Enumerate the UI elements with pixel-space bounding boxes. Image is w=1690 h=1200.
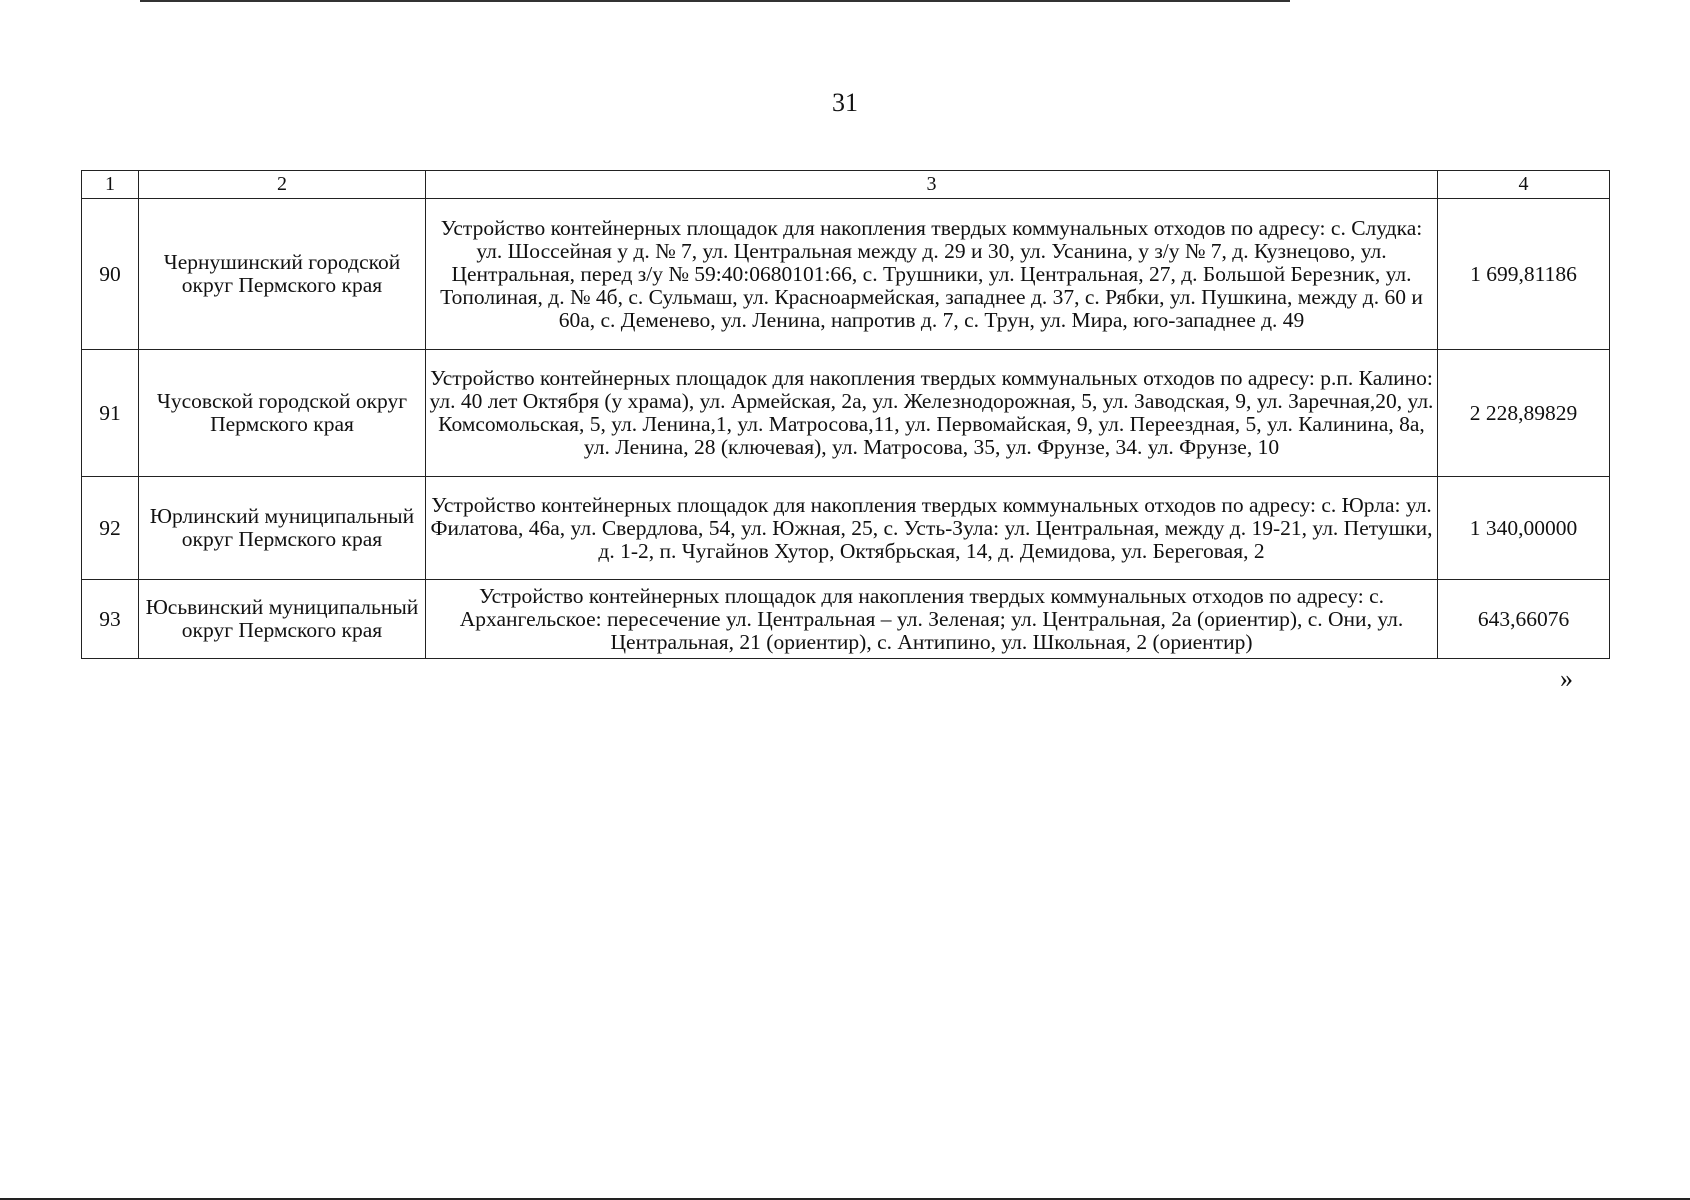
description-cell: Устройство контейнерных площадок для накопления твердых коммунальных отходов по адресу: р.п. Калино: ул. 40 лет Октября (у храма), ул. Армейская, 2а, ул. Железнодорожная, 5, ул. Заводская, 9, ул. Заречная,20, ул. Комсомольская, 5, ул. Ленина,1, ул. Матросова,11, ул. Первомайская, 9, ул. Переездная, 5, ул. Калинина, 8а, ул. Ленина, 28 (ключевая), ул. Матросова, 35, ул. Фрунзе, 34. ул. Фрунзе, 10 <box>426 350 1438 477</box>
description-cell: Устройство контейнерных площадок для накопления твердых коммунальных отходов по адресу: с. Слудка: ул. Шоссейная у д. № 7, ул. Центральная между д. 29 и 30, ул. Усанина, у з/у № 7, д. Кузнецово, ул. Центральная, перед з/у № 59:40:0680101:66, с. Трушники, ул. Центральная, 27, д. Большой Березник, ул. Тополиная, д. № 4б, с. Сульмаш, ул. Красноармейская, западнее д. 37, с. Рябки, ул. Пушкина, между д. 60 и 60а, с. Деменево, ул. Ленина, напротив д. 7, с. Трун, ул. Мира, юго-западнее д. 49 <box>426 199 1438 350</box>
amount-cell: 2 228,89829 <box>1438 350 1610 477</box>
description-cell: Устройство контейнерных площадок для накопления твердых коммунальных отходов по адресу: с. Архангельское: пересечение ул. Центральная – ул. Зеленая; ул. Центральная, 2а (ориентир), с. Они, ул. Центральная, 21 (ориентир), с. Антипино, ул. Школьная, 2 (ориентир) <box>426 580 1438 659</box>
row-number-cell: 91 <box>82 350 139 477</box>
page-number: 31 <box>832 88 858 117</box>
amount-cell: 1 699,81186 <box>1438 199 1610 350</box>
amount-cell: 1 340,00000 <box>1438 477 1610 580</box>
header-cell-col2: 2 <box>139 171 426 199</box>
municipality-cell: Юрлинский муниципальный округ Пермского края <box>139 477 426 580</box>
row-number-cell: 92 <box>82 477 139 580</box>
table-row <box>82 580 1610 659</box>
row-number-cell: 93 <box>82 580 139 659</box>
closing-quote-mark: » <box>1560 664 1573 693</box>
header-cell-col3: 3 <box>426 171 1438 199</box>
table-header-row <box>82 171 1610 199</box>
description-cell: Устройство контейнерных площадок для накопления твердых коммунальных отходов по адресу: с. Юрла: ул. Филатова, 46а, ул. Свердлова, 54, ул. Южная, 25, с. Усть-Зула: ул. Центральная, между д. 19-21, ул. Петушки, д. 1-2, п. Чугайнов Хутор, Октябрьская, 14, д. Демидова, ул. Береговая, 2 <box>426 477 1438 580</box>
municipality-cell: Чернушинский городской округ Пермского края <box>139 199 426 350</box>
table-row <box>82 477 1610 580</box>
municipality-cell: Чусовской городской округ Пермского края <box>139 350 426 477</box>
header-cell-col1: 1 <box>82 171 139 199</box>
table-row <box>82 199 1610 350</box>
row-number-cell: 90 <box>82 199 139 350</box>
top-edge-rule <box>140 0 1290 2</box>
header-cell-col4: 4 <box>1438 171 1610 199</box>
table-row <box>82 350 1610 477</box>
municipality-cell: Юсьвинский муниципальный округ Пермского края <box>139 580 426 659</box>
document-table <box>81 170 1610 659</box>
amount-cell: 643,66076 <box>1438 580 1610 659</box>
